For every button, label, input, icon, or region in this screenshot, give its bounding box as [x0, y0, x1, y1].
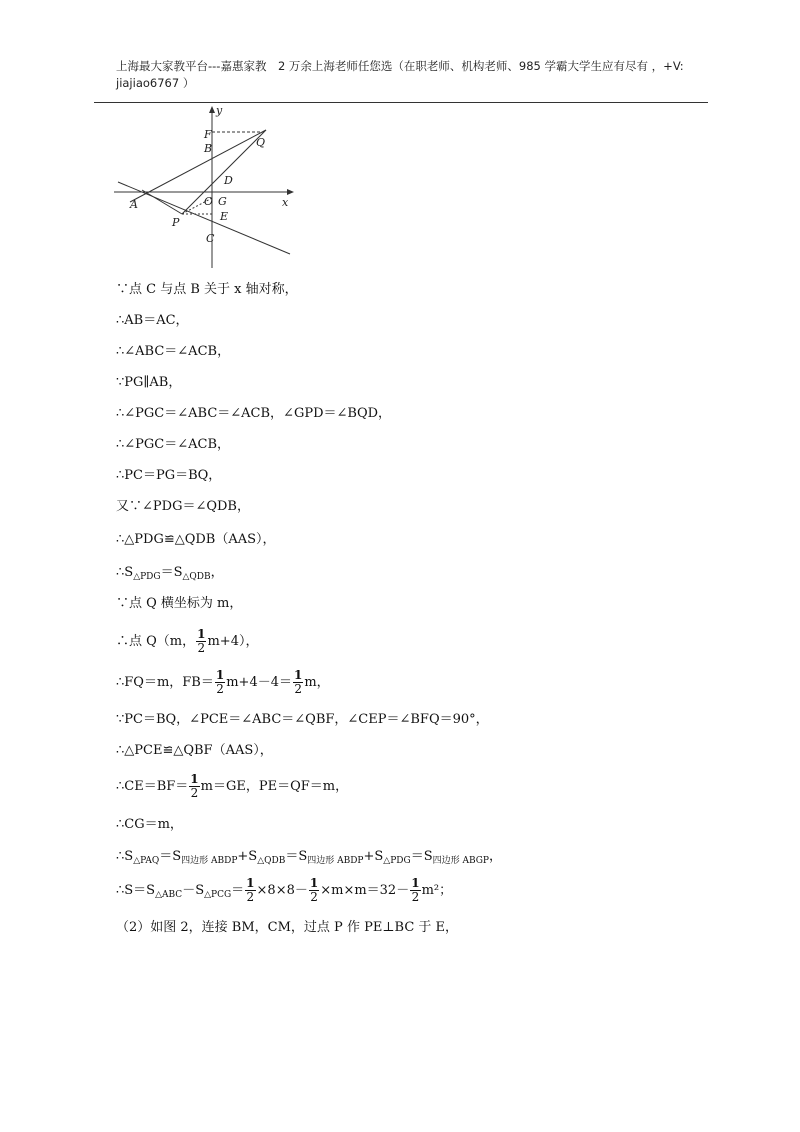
label-b: B — [204, 142, 213, 155]
header-divider — [94, 102, 708, 103]
solution-line-17: ∴CG＝m， — [116, 817, 183, 832]
label-d: D — [224, 174, 233, 187]
label-g: G — [218, 195, 227, 208]
fraction: $\frac{1}{2}$ — [293, 668, 303, 696]
y-axis-arrow — [209, 106, 215, 113]
solution-line-13: ∴FQ＝m，FB＝ $\frac{1}{2}$ m+4－4＝ $\frac{1}{2}$ m， — [116, 668, 330, 696]
solution-line-6: ∴∠PGC＝∠ACB， — [116, 437, 231, 452]
label-x: x — [282, 196, 289, 209]
page-header — [116, 58, 706, 92]
solution-line-20: （2）如图 2，连接 BM，CM，过点 P 作 PE⊥BC 于 E， — [116, 920, 459, 935]
solution-line-5: ∴∠PGC＝∠ABC＝∠ACB，∠GPD＝∠BQD， — [116, 406, 392, 421]
solution-line-19: $\therefore S=S_{\triangle ABC}-S_{\triangle PCG}=$ $\frac{1}{2}$ ×8×8－ $\frac{1}{2}$ ×m×m＝32－ $\frac{1}{2}$ m²； — [116, 876, 453, 904]
solution-line-16: ∴CE＝BF＝ $\frac{1}{2}$ m＝GE，PE＝QF＝m， — [116, 772, 349, 800]
label-e: E — [220, 210, 229, 223]
x-axis-arrow — [287, 189, 294, 195]
fraction: $\frac{1}{2}$ — [246, 876, 255, 904]
fraction: $\frac{1}{2}$ — [215, 668, 225, 696]
header-line-2: jiajiao6767 ） — [116, 76, 195, 90]
fraction: $\frac{1}{2}$ — [190, 772, 199, 800]
fraction: $\frac{1}{2}$ — [309, 876, 319, 904]
line-pa — [142, 190, 182, 214]
coordinate-diagram — [108, 104, 308, 272]
solution-line-12: ∴点 Q（m， $\frac{1}{2}$ m+4）， — [116, 627, 259, 655]
label-c: C — [206, 232, 215, 245]
solution-line-4: ∵PG∥AB， — [116, 375, 182, 390]
label-p: P — [172, 216, 180, 229]
label-y: y — [216, 104, 223, 117]
label-q: Q — [256, 136, 266, 149]
label-o: O — [204, 195, 214, 208]
fraction: $\frac{1}{2}$ — [411, 876, 420, 904]
geometry-figure — [108, 104, 308, 272]
solution-line-11: ∵点 Q 横坐标为 m， — [116, 596, 243, 611]
solution-line-18: $\therefore S_{\triangle PAQ}=S_{四边形 ABDP}+S_{\triangle QDB}=S_{四边形 ABDP}+S_{\triangle PDG}=S_{四边形 ABGP}$， — [116, 849, 502, 866]
solution-line-8: 又∵∠PDG＝∠QDB， — [116, 499, 250, 514]
solution-line-14: ∵PC＝BQ，∠PCE＝∠ABC＝∠QBF，∠CEP＝∠BFQ＝90°， — [116, 712, 489, 727]
line-aq — [130, 130, 266, 202]
line-ac — [118, 182, 290, 254]
solution-line-10: $\therefore S_{\triangle PDG}=S_{\triangle QDB}$， — [116, 565, 224, 582]
solution-line-3: ∴∠ABC＝∠ACB， — [116, 344, 231, 359]
solution-line-7: ∴PC＝PG＝BQ， — [116, 468, 222, 483]
label-f: F — [204, 128, 212, 141]
solution-line-1: ∵点 C 与点 B 关于 x 轴对称， — [116, 282, 298, 297]
solution-line-15: ∴△PCE≌△QBF（AAS）， — [116, 743, 273, 758]
fraction: $\frac{1}{2}$ — [197, 627, 206, 655]
solution-line-9: ∴△PDG≌△QDB（AAS）， — [116, 532, 276, 547]
label-a: A — [130, 198, 138, 211]
header-line-1: 上海最大家教平台---嘉惠家教 2 万余上海老师任您选（在职老师、机构老师、985 学霸大学生应有尽有 ，+V: — [116, 59, 684, 73]
solution-line-2: ∴AB＝AC， — [116, 313, 189, 328]
